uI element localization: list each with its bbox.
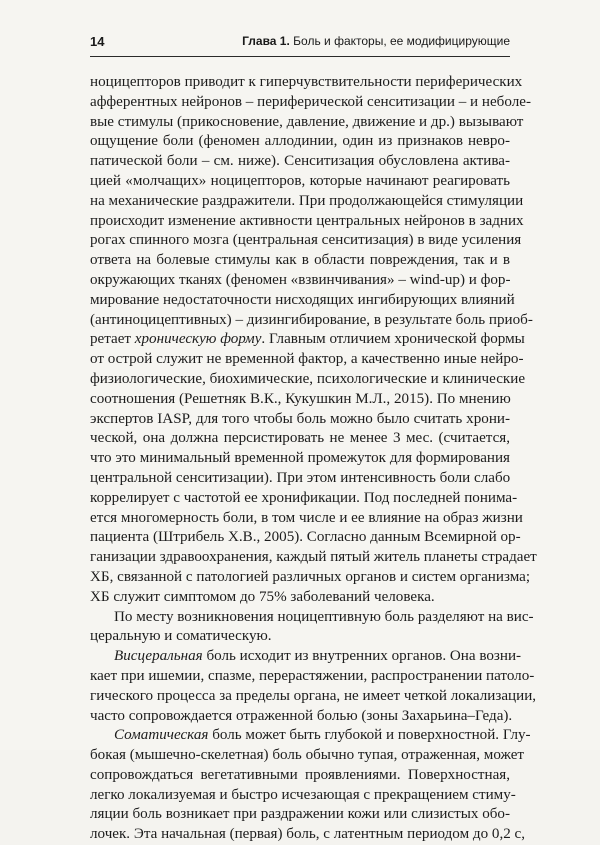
- text-line: [90, 449, 510, 469]
- text-segment: . Главным отличием хронической формы: [261, 331, 525, 348]
- text-segment: ответа на болевые стимулы как в области повреждения, так и в: [90, 252, 510, 269]
- text-segment: окружающих тканях (феномен «взвинчивания» – wind-up) и фор-: [90, 271, 511, 288]
- body-text: [90, 73, 537, 845]
- text-line: [90, 825, 526, 845]
- text-line: [90, 370, 526, 390]
- text-line: [90, 113, 524, 133]
- running-header: [90, 30, 510, 57]
- text-line: [90, 568, 531, 588]
- text-line: [90, 132, 510, 152]
- text-line: [90, 172, 510, 192]
- text-segment: ХБ, связанной с патологией различных органов и систем организма;: [90, 568, 531, 585]
- paragraph: [90, 726, 531, 845]
- italic-term: Соматическая: [114, 727, 209, 744]
- text-segment: лочек. Эта начальная (первая) боль, с латентным периодом до 0,2 с,: [90, 826, 526, 843]
- text-line: [90, 271, 510, 291]
- text-segment: ощущение боли (феномен аллодинии, один из признаков невро-: [90, 133, 510, 150]
- text-segment: что это минимальный временной промежуток для формирования: [90, 450, 510, 467]
- text-line: [90, 489, 518, 509]
- text-segment: легко локализуемая и быстро исчезающая с прекращением стиму-: [90, 786, 516, 803]
- chapter-label: Глава 1.: [242, 34, 290, 48]
- paragraph: [90, 647, 537, 726]
- text-segment: от острой служит не временной фактор, а качественно иные нейро-: [90, 351, 524, 368]
- text-line: [90, 291, 515, 311]
- text-line: [90, 212, 524, 232]
- text-line: [90, 707, 513, 727]
- text-line: [90, 192, 524, 212]
- text-segment: экспертов IASP, для того чтобы боль можно было считать хрони-: [90, 410, 510, 427]
- text-line: [90, 73, 523, 93]
- text-line: [90, 528, 521, 548]
- text-segment: кает при ишемии, спазме, перерастяжении, распространении патоло-: [90, 667, 535, 684]
- text-line: [90, 588, 510, 608]
- text-segment: ется многомерность боли, в том числе и ее влияние на образ жизни: [90, 509, 523, 526]
- text-segment: центральной сенситизации). При этом интенсивность боли слабо: [90, 469, 511, 486]
- paragraph: [90, 73, 537, 608]
- text-segment: часто сопровождается отраженной болью (зоны Захарьина–Геда).: [90, 707, 513, 724]
- text-segment: По месту возникновения ноцицептивную боль разделяют на вис-: [114, 608, 534, 625]
- text-line: [90, 627, 510, 647]
- text-line: [90, 805, 510, 825]
- text-line: [90, 726, 531, 746]
- text-segment: рогах спинного мозга (центральная сенситизация) в виде усиления: [90, 232, 522, 249]
- chapter-title: Боль и факторы, ее модифицирующие: [293, 34, 510, 48]
- text-segment: боль может быть глубокой и поверхностной. Глу-: [208, 727, 531, 744]
- text-segment: ляции боль возникает при раздражении кожи или слизистых обо-: [90, 806, 510, 823]
- text-line: [90, 786, 516, 806]
- text-segment: пациента (Штрибель Х.В., 2005). Согласно данным Всемирной ор-: [90, 529, 521, 546]
- text-line: [90, 390, 510, 410]
- text-segment: боль исходит из внутренних органов. Она возни-: [202, 648, 522, 665]
- page-number: 14: [90, 34, 105, 49]
- text-line: [90, 251, 510, 271]
- text-segment: гического процесса за пределы органа, не имеет четкой локализации,: [90, 687, 537, 704]
- text-segment: афферентных нейронов – периферической сенситизации – и неболе-: [90, 93, 531, 110]
- text-segment: патической боли – см. ниже). Сенситизация обусловлена актива-: [90, 153, 510, 170]
- text-line: [90, 766, 510, 786]
- text-segment: ческой, она должна персистировать не менее 3 мес. (считается,: [90, 430, 510, 447]
- text-segment: ХБ служит симптомом до 75% заболеваний человека.: [90, 588, 435, 605]
- text-line: [90, 350, 524, 370]
- text-line: [90, 152, 510, 172]
- text-segment: соотношения (Решетняк В.К., Кукушкин М.Л., 2015). По мнению: [90, 390, 511, 407]
- text-segment: мирование недостаточности нисходящих ингибирующих влияний: [90, 291, 515, 308]
- text-line: [90, 509, 523, 529]
- text-segment: физиологические, биохимические, психологические и клинические: [90, 370, 526, 387]
- text-segment: ноцицепторов приводит к гиперчувствительности периферических: [90, 74, 523, 90]
- text-line: [90, 429, 510, 449]
- text-line: [90, 469, 510, 489]
- text-segment: ретает: [90, 331, 135, 348]
- italic-term: хроническую форму: [134, 331, 262, 348]
- text-line: [90, 311, 533, 331]
- text-segment: вые стимулы (прикосновение, давление, движение и др.) вызывают: [90, 113, 524, 130]
- text-segment: цией «молчащих» ноцицепторов, которые начинают реагировать: [90, 172, 510, 189]
- text-segment: бокая (мышечно-скелетная) боль обычно тупая, отраженная, может: [90, 747, 525, 764]
- text-segment: сопровождаться вегетативными проявлениями. Поверхностная,: [90, 766, 510, 783]
- text-segment: церальную и соматическую.: [90, 628, 272, 645]
- chapter-heading: [242, 34, 510, 48]
- text-segment: происходит изменение активности центральных нейронов в задних: [90, 212, 524, 229]
- paragraph: [90, 608, 534, 648]
- text-line: [90, 330, 525, 350]
- text-segment: на механические раздражители. При продолжающейся стимуляции: [90, 192, 524, 209]
- text-line: [90, 667, 535, 687]
- italic-term: Висцеральная: [114, 648, 203, 665]
- text-segment: ганизации здравоохранения, каждый пятый житель планеты страдает: [90, 549, 537, 566]
- text-segment: (антиноцицептивных) – дизингибирование, в результате боль приоб-: [90, 311, 533, 328]
- text-line: [90, 647, 522, 667]
- text-line: [90, 608, 534, 628]
- text-line: [90, 231, 522, 251]
- text-line: [90, 93, 531, 113]
- text-line: [90, 410, 510, 430]
- text-line: [90, 746, 525, 766]
- text-line: [90, 548, 537, 568]
- text-segment: коррелирует с частотой ее хронификации. Под последней понима-: [90, 489, 518, 506]
- text-line: [90, 687, 537, 707]
